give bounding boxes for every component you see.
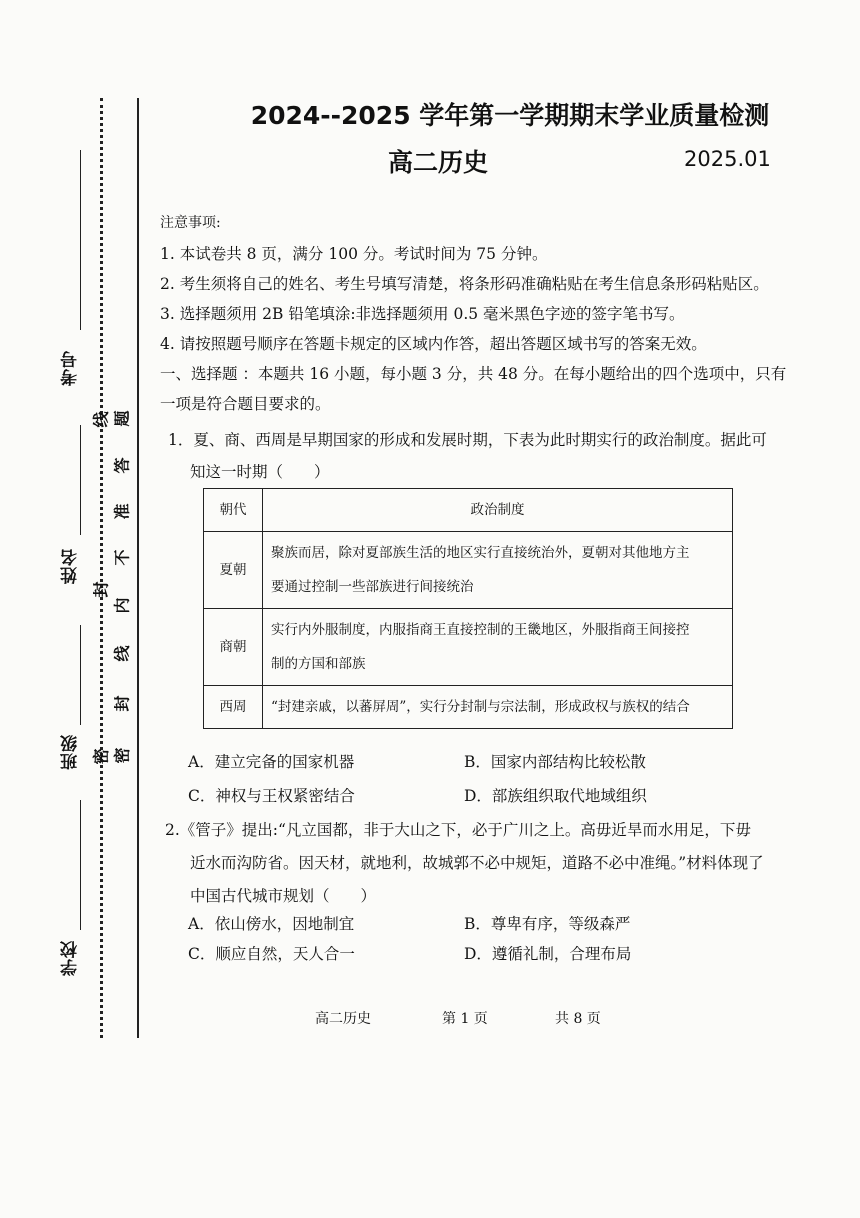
exam-no-underline <box>80 150 81 330</box>
question-2-stem-cont: 近水而沟防省。因天材，就地利，故城郭不必中规矩，道路不必中准绳。”材料体现了 <box>190 854 764 872</box>
seal-inner-char: 不 <box>112 549 132 566</box>
seal-inner-char: 准 <box>112 503 132 520</box>
system-text: “封建亲戚，以蕃屏周”，实行分封制与宗法制，形成政权与族权的结合 <box>271 699 690 715</box>
system-text: 聚族而居，除对夏部族生活的地区实行直接统治外，夏朝对其他地方主 <box>271 545 690 561</box>
subject-title: 高二历史 <box>388 148 489 177</box>
notice-item: 2. 考生须将自己的姓名、考生号填写清楚，将条形码准确粘贴在考生信息条形码粘贴区。 <box>160 275 769 293</box>
table-row <box>204 686 733 729</box>
seal-dotted-line <box>100 98 103 1038</box>
seal-inner-char: 内 <box>112 597 132 614</box>
seal-inner-char: 密 <box>112 747 132 764</box>
exam-title: 2024--2025 学年第一学期期末学业质量检测 <box>250 101 770 130</box>
seal-inner-char: 答 <box>112 457 132 474</box>
seal-inner-char: 线 <box>112 645 132 662</box>
system-text: 实行内外服制度，内服指商王直接控制的王畿地区，外服指商王间接控 <box>271 622 690 638</box>
question-2-stem-cont: 中国古代城市规划（ ） <box>190 887 377 905</box>
notice-item: 3. 选择题须用 2B 铅笔填涂:非选择题须用 0.5 毫米黑色字迹的签字笔书写。 <box>160 305 685 323</box>
system-cell <box>263 609 733 686</box>
system-text: 制的方国和部族 <box>271 656 366 672</box>
q1-option-b[interactable]: B．国家内部结构比较松散 <box>464 753 646 771</box>
table-header-row <box>204 489 733 532</box>
system-text: 要通过控制一些部族进行间接统治 <box>271 579 474 595</box>
dynasty-cell: 夏朝 <box>204 532 263 609</box>
notice-item: 4. 请按照题号顺序在答题卡规定的区域内作答，超出答题区域书写的答案无效。 <box>160 335 707 353</box>
name-label: 姓名 <box>61 548 81 584</box>
table-row <box>204 609 733 686</box>
footer-page: 第 1 页 <box>442 1011 488 1027</box>
section-instruction: 一、选择题 ：本题共 16 小题，每小题 3 分，共 48 分。在每小题给出的四个选项中，只有 <box>160 365 787 383</box>
table-header-system: 政治制度 <box>263 489 733 532</box>
dynasty-cell: 商朝 <box>204 609 263 686</box>
q1-option-c[interactable]: C．神权与王权紧密结合 <box>188 787 355 805</box>
table-row <box>204 532 733 609</box>
seal-char: 封 <box>91 581 111 598</box>
question-2-stem: 2.《管子》提出:“凡立国都，非于大山之下，必于广川之上。高毋近旱而水用足，下毋 <box>165 821 751 839</box>
seal-inner-char: 封 <box>112 695 132 712</box>
exam-no-label: 考号 <box>61 350 81 386</box>
q2-option-a[interactable]: A．依山傍水，因地制宜 <box>188 915 355 933</box>
notice-heading: 注意事项: <box>160 215 221 231</box>
name-underline <box>80 425 81 535</box>
system-cell <box>263 532 733 609</box>
notice-item: 1. 本试卷共 8 页，满分 100 分。考试时间为 75 分钟。 <box>160 245 548 263</box>
dynasty-cell: 西周 <box>204 686 263 729</box>
table-header-dynasty: 朝代 <box>204 489 263 532</box>
school-underline <box>80 800 81 930</box>
political-system-table <box>203 488 733 729</box>
q1-option-a[interactable]: A．建立完备的国家机器 <box>188 753 355 771</box>
q2-option-b[interactable]: B．尊卑有序，等级森严 <box>464 915 631 933</box>
seal-char: 密 <box>91 748 111 765</box>
section-instruction-cont: 一项是符合题目要求的。 <box>160 395 331 413</box>
footer-total: 共 8 页 <box>555 1011 601 1027</box>
class-label: 班级 <box>61 734 81 770</box>
question-1-stem-cont: 知这一时期（ ） <box>190 463 330 481</box>
seal-solid-line <box>137 98 139 1038</box>
q1-option-d[interactable]: D．部族组织取代地域组织 <box>464 787 647 805</box>
exam-date: 2025.01 <box>684 147 771 171</box>
school-label: 学校 <box>61 940 81 976</box>
system-cell <box>263 686 733 729</box>
seal-inner-char: 题 <box>112 410 132 427</box>
q2-option-c[interactable]: C．顺应自然，天人合一 <box>188 945 355 963</box>
q2-option-d[interactable]: D．遵循礼制，合理布局 <box>464 945 632 963</box>
class-underline <box>80 625 81 725</box>
question-1-stem: 1．夏、商、西周是早期国家的形成和发展时期，下表为此时期实行的政治制度。据此可 <box>168 431 767 449</box>
footer-subject: 高二历史 <box>315 1011 371 1027</box>
seal-char: 线 <box>91 411 111 428</box>
